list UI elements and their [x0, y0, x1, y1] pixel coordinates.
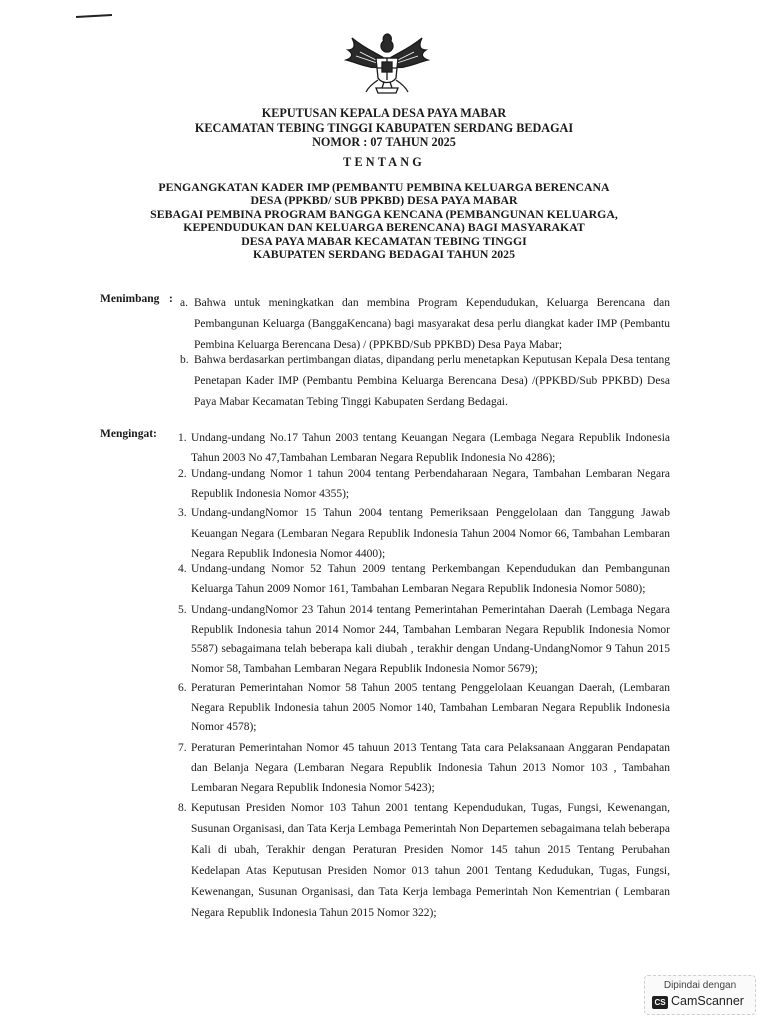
decree-subject: [100, 181, 668, 261]
subject-line: KABUPATEN SERDANG BEDAGAI TAHUN 2025: [253, 247, 515, 262]
item-text: Peraturan Pemerintahan Nomor 58 Tahun 2005 tentang Penggelolaan Keuangan Daerah, (Lembaran Negara Republik Indonesia tahun 2005 Nomor 140, Tambahan Lembaran Negara Republik Indonesia Nomor 4578);: [191, 682, 670, 733]
mengingat-item: [178, 798, 670, 924]
item-marker: 4.: [178, 563, 187, 575]
mengingat-item: [178, 503, 670, 565]
item-marker: 7.: [178, 742, 187, 754]
scan-pen-mark: [76, 14, 112, 18]
item-marker: 2.: [178, 468, 187, 480]
subject-line: DESA PAYA MABAR KECAMATAN TEBING TINGGI: [241, 233, 527, 248]
mengingat-label: Mengingat: [100, 428, 154, 440]
item-marker: 6.: [178, 682, 187, 694]
subject-line: PENGANGKATAN KADER IMP (PEMBANTU PEMBINA KELUARGA BERENCANA: [158, 180, 610, 194]
item-marker: 5.: [178, 604, 187, 616]
item-text: Keputusan Presiden Nomor 103 Tahun 2001 tentang Kependudukan, Tugas, Fungsi, Kewenangan, Susunan Organisasi, dan Tata Kerja Lembaga Pemerintah Non Departemen sebagaimana telah beberapa Kali di ubah, Terakhir dengan Peraturan Presiden Nomor 145 tahun 2015 Tentang Perubahan Kedelapan Atas Keputusan Presiden Nomor 013 tahun 2001 Tentang Kedudukan, Tugas, Fungsi, Kewenangan, Susunan Organisasi, dan Tata Kerja lembaga Pemerintah Non Kementrian ( Lembaran Negara Republik Indonesia Tahun 2015 Nomor 322);: [191, 802, 670, 919]
decree-header: [100, 106, 668, 150]
item-text: Undang-undang Nomor 52 Tahun 2009 tentang Perkembangan Kependudukan dan Pembangunan Keluarga Tahun 2009 Nomor 161, Tambahan Lembaran Negara Republik Indonesia Nomor 5080);: [191, 563, 670, 595]
camscanner-watermark: [644, 975, 756, 1015]
header-line-region: KECAMATAN TEBING TINGGI KABUPATEN SERDANG BEDAGAI: [194, 120, 574, 135]
subject-line: SEBAGAI PEMBINA PROGRAM BANGGA KENCANA (PEMBANGUNAN KELUARGA,: [150, 206, 618, 221]
watermark-brand: CamScanner: [671, 994, 744, 1008]
watermark-caption: Dipindai dengan: [663, 980, 737, 991]
item-text: Undang-undangNomor 23 Tahun 2014 tentang Pemerintahan Pemerintahan Daerah (Lembaga Negara Republik Indonesia tahun 2014 Nomor 244, Tambahan Lembaran Negara Republik Indonesia Nomor 5587) sebagaimana telah beberapa kali diubah , terakhir dengan Undang-UndangNomor 9 Tahun 2015 Nomor 58, Tambahan Lembaran Negara Republik Indonesia Nomor 5679);: [191, 604, 670, 675]
item-text: Bahwa berdasarkan pertimbangan diatas, dipandang perlu menetapkan Keputusan Kepala Desa tentang Penetapan Kader IMP (Pembantu Pembina Keluarga Berencana Desa) /(PPKBD/Sub PPKBD) Desa Paya Mabar Kecamatan Tebing Tinggi Kabupaten Serdang Bedagai.: [194, 354, 670, 408]
item-text: Bahwa untuk meningkatkan dan membina Program Kependudukan, Keluarga Berencana dan Pembangunan Keluarga (BanggaKencana) bagi masyarakat desa perlu diangkat kader IMP (Pembantu Pembina Keluarga Berencana Desa) / (PPKBD/Sub PPKBD) Desa Paya Mabar;: [194, 297, 670, 351]
garuda-emblem-icon: [340, 28, 434, 98]
item-text: Undang-undangNomor 15 Tahun 2004 tentang Pemeriksaan Penggelolaan dan Tanggung Jawab Keuangan Negara (Lembaran Negara Republik Indonesia Tahun 2004 Nomor 66, Tambahan Lembaran Negara Republik Indonesia Nomor 4400);: [191, 507, 670, 560]
mengingat-item: [178, 738, 670, 798]
mengingat-item: [178, 601, 670, 679]
item-text: Undang-undang Nomor 1 tahun 2004 tentang Perbendaharaan Negara, Tambahan Lembaran Negara Republik Indonesia Nomor 4355);: [191, 468, 670, 500]
subject-line: DESA (PPKBD/ SUB PPKBD) DESA PAYA MABAR: [250, 193, 518, 208]
camscanner-logo-icon: CS: [652, 996, 668, 1009]
item-marker: 8.: [178, 802, 187, 814]
mengingat-item: [178, 464, 670, 504]
mengingat-colon: :: [153, 428, 157, 440]
menimbang-colon: :: [169, 293, 173, 305]
mengingat-item: [178, 559, 670, 599]
mengingat-item: [178, 679, 670, 738]
menimbang-item: [180, 293, 670, 356]
tentang-heading: TENTANG: [343, 155, 425, 169]
item-marker: a.: [180, 297, 188, 309]
item-text: Undang-undang No.17 Tahun 2003 tentang Keuangan Negara (Lembaga Negara Republik Indonesia Tahun 2003 No 47,Tambahan Lembaran Negara Republik Indonesia No 4286);: [191, 432, 670, 464]
mengingat-item: [178, 428, 670, 468]
header-line-title: KEPUTUSAN KEPALA DESA PAYA MABAR: [261, 106, 507, 120]
item-marker: b.: [180, 354, 189, 366]
menimbang-item: [180, 350, 670, 413]
item-marker: 3.: [178, 507, 187, 519]
subject-line: KEPENDUDUKAN DAN KELUARGA BERENCANA) BAGI MASYARAKAT: [183, 220, 585, 235]
menimbang-label: Menimbang: [100, 293, 160, 305]
item-text: Peraturan Pemerintahan Nomor 45 tahuun 2013 Tentang Tata cara Pelaksanaan Anggaran Pendapatan dan Belanja Negara (Lembaran Negara Republik Indonesia Tahun 2013 Nomor 103 , Tambahan Lembaran Negara Republik Indonesia Nomor 5423);: [191, 742, 670, 794]
header-line-number: NOMOR : 07 TAHUN 2025: [312, 135, 456, 150]
item-marker: 1.: [178, 432, 187, 444]
